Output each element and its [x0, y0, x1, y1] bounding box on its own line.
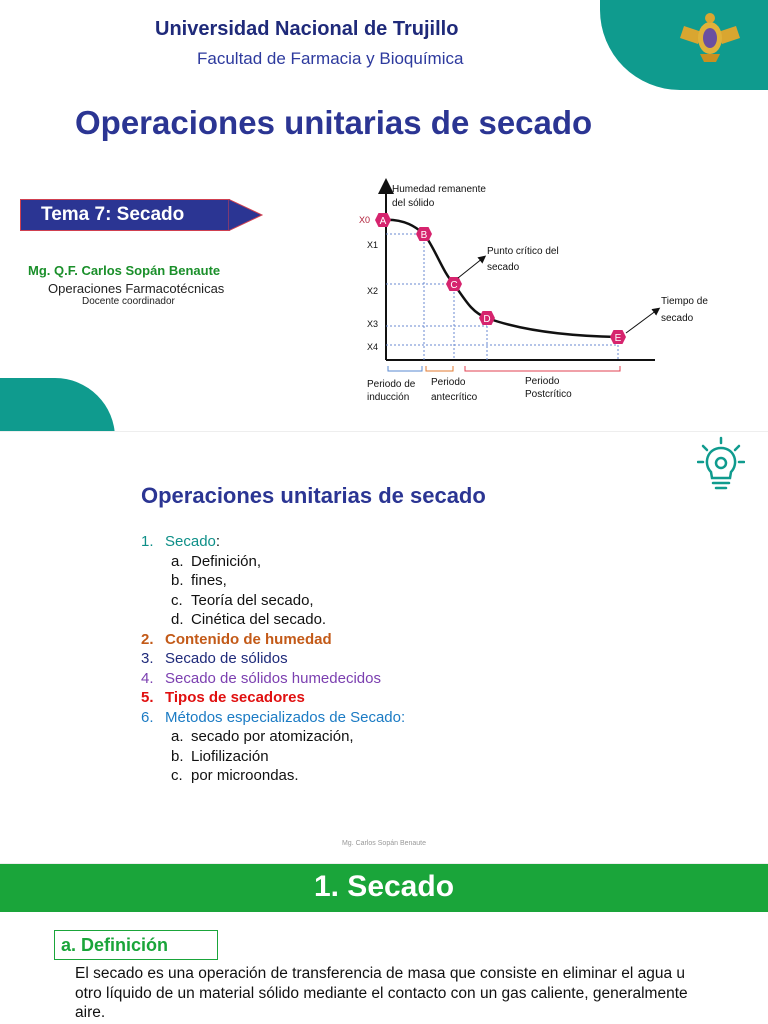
subitem-number: c. [171, 591, 183, 609]
list-item [141, 669, 405, 689]
drying-curve-diagram [355, 178, 725, 413]
point-b-label: B [420, 230, 428, 241]
list-subitem [141, 747, 405, 767]
slide-title-text: Operaciones unitarias de secado [75, 104, 593, 141]
contents-list [141, 532, 405, 786]
x-axis-label-1: Tiempo de [661, 296, 708, 307]
y-axis-label-1: Humedad remanente [392, 184, 486, 195]
list-item [141, 708, 405, 728]
period2-label-2: antecrítico [431, 392, 478, 403]
subitem-number: b. [171, 572, 184, 589]
section-banner [0, 864, 768, 912]
subitem-number: b. [171, 747, 184, 765]
author-name: Mg. Q.F. Carlos Sopán Benaute [28, 263, 221, 278]
x-axis-label-2: secado [661, 313, 694, 324]
university-crest-icon [676, 8, 744, 66]
slide-title [0, 0, 768, 432]
slide-footer: Mg. Carlos Sopán Benaute [341, 840, 427, 847]
teal-corner-shape-bottom [0, 378, 115, 432]
list-item [141, 532, 405, 552]
period2-label-1: Periodo [431, 377, 466, 388]
list-item-number: 5. [141, 689, 154, 706]
subitem-label: Liofilización [191, 747, 269, 765]
subitem-number: a. [171, 552, 184, 570]
point-d-label: D [483, 314, 491, 325]
list-subitem [141, 591, 405, 611]
list-item-suffix: : [215, 533, 221, 550]
list-subitem [141, 727, 405, 747]
list-item [141, 688, 405, 708]
list-item [141, 630, 405, 650]
list-item [141, 649, 405, 669]
list-subitem [141, 571, 405, 591]
period3-label-2: Postcrítico [525, 389, 572, 400]
list-item-label: Tipos de secadores [165, 689, 305, 706]
y-axis-label-2: del sólido [392, 198, 435, 209]
subitem-label: fines, [191, 572, 227, 589]
subitem-label: Cinética del secado. [191, 611, 327, 628]
list-item-number: 1. [141, 533, 154, 550]
definition-paragraph: El secado es una operación de transferencia de masa que consiste en eliminar el agua u otro líquido de un material sólido mediante el contacto con un gas caliente, generalmente aire. [75, 965, 688, 1021]
period1-label-1: Periodo de [367, 379, 416, 390]
university-name: Universidad Nacional de Trujillo [155, 18, 459, 40]
curve-points [375, 213, 626, 344]
contents-title: Operaciones unitarias de secado [141, 483, 486, 508]
y-tick-x0: X0 [359, 215, 371, 225]
subitem-label: Definición, [191, 552, 262, 570]
period3-label-1: Periodo [525, 376, 560, 387]
subitem-number: d. [171, 611, 184, 628]
subitem-number: a. [171, 728, 184, 745]
slide-contents [0, 432, 768, 864]
y-tick-x2: X2 [367, 286, 379, 296]
y-tick-x3: X3 [367, 319, 379, 329]
list-item-label: Secado de sólidos humedecidos [165, 669, 381, 687]
subitem-number: c. [171, 767, 183, 784]
list-item-label: Secado de sólidos [165, 650, 288, 667]
critical-label-2: secado [487, 262, 520, 273]
list-item-number: 3. [141, 650, 154, 667]
period1-label-2: inducción [367, 392, 410, 403]
lightbulb-gear-icon [697, 436, 745, 492]
list-subitem [141, 610, 405, 630]
section-title: 1. Secado [313, 870, 455, 903]
subitem-label: secado por atomización, [191, 728, 354, 745]
point-c-label: C [450, 280, 458, 291]
list-item-label: Secado [165, 533, 216, 550]
list-item-label: Contenido de humedad [165, 630, 332, 648]
subitem-label: por microondas. [191, 767, 299, 784]
topic-banner: Tema 7: Secado [20, 199, 230, 231]
point-a-label: A [379, 216, 387, 227]
list-item-number: 2. [141, 630, 154, 648]
topic-arrow-icon [228, 199, 264, 231]
drying-curve [381, 220, 618, 337]
author-role: Docente coordinador [82, 296, 175, 307]
slide-section [0, 864, 768, 1024]
list-item-number: 4. [141, 669, 154, 687]
course-name: Operaciones Farmacotécnicas [48, 281, 225, 296]
y-tick-x1: X1 [367, 240, 379, 250]
definition-heading: a. Definición [54, 930, 218, 960]
list-subitem [141, 552, 405, 572]
subitem-label: Teoría del secado, [191, 591, 314, 609]
faculty-name: Facultad de Farmacia y Bioquímica [197, 49, 464, 68]
list-item-label: Métodos especializados de Secado: [165, 708, 406, 726]
point-e-label: E [614, 333, 622, 344]
list-subitem [141, 766, 405, 786]
list-item-number: 6. [141, 708, 154, 726]
critical-label-1: Punto crítico del [487, 246, 559, 257]
y-tick-x4: X4 [367, 342, 379, 352]
